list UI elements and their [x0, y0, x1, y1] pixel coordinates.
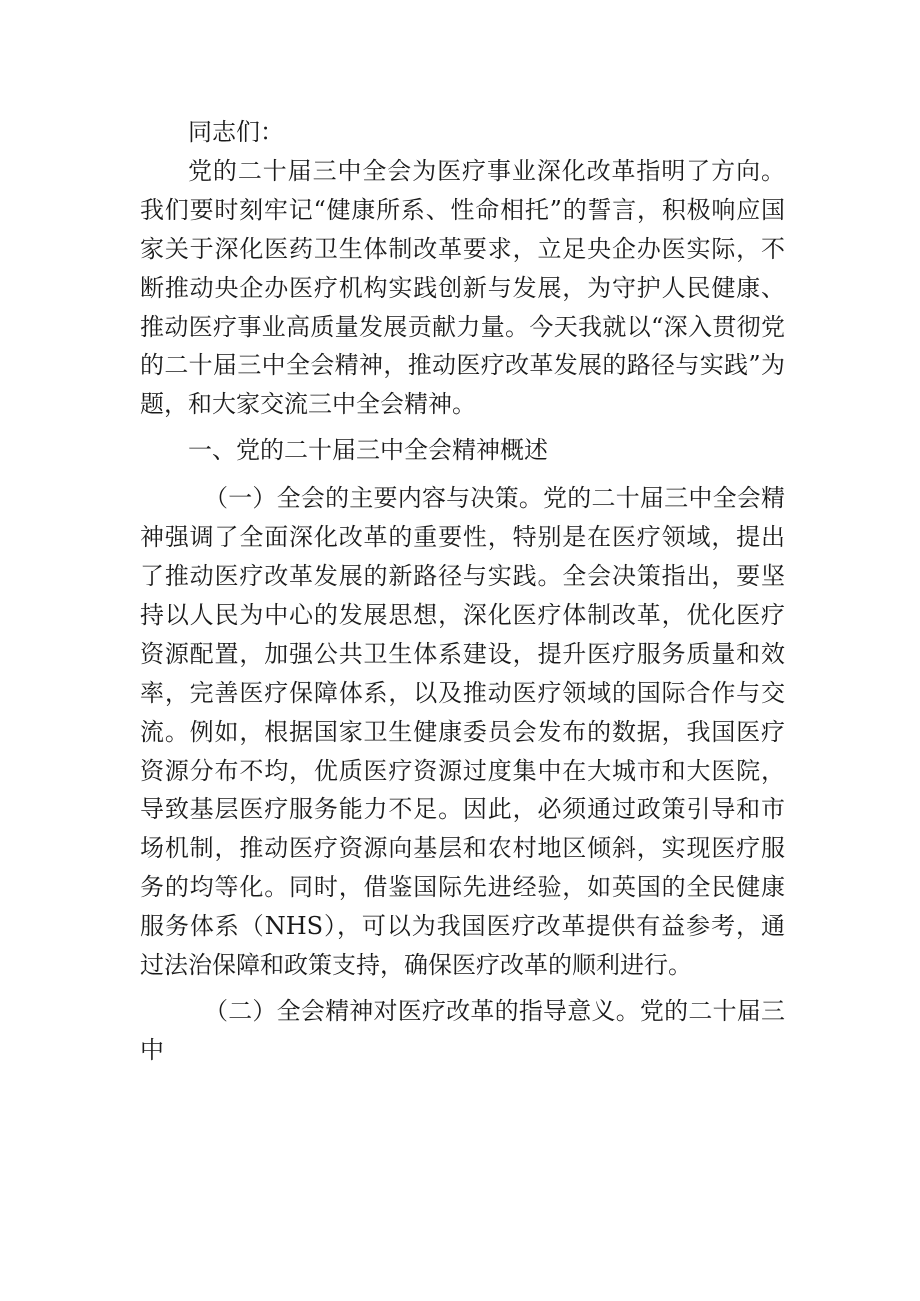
section-heading: 一、党的二十届三中全会精神概述 — [188, 436, 548, 465]
subsection-paragraph: （一）全会的主要内容与决策。党的二十届三中全会精神强调了全面深化改革的重要性，特别是在医疗领域，提出了推动医疗改革发展的新路径与实践。全会决策指出，要坚持以人民为中心的发展思想，深化医疗体制改革，优化医疗资源配置，加强公共卫生体系建设，提升医疗服务质量和效率，完善医疗保障体系，以及推动医疗领域的国际合作与交流。例如，根据国家卫生健康委员会发布的数据，我国医疗资源分布不均，优质医疗资源过度集中在大城市和大医院，导致基层医疗服务能力不足。因此，必须通过政策引导和市场机制，推动医疗资源向基层和农村地区倾斜，实现医疗服务的均等化。同时，借鉴国际先进经验，如英国的全民健康服务体系（NHS），可以为我国医疗改革提供有益参考，通过法治保障和政策支持，确保医疗改革的顺利进行。 — [140, 484, 785, 980]
subsection-paragraph: （二）全会精神对医疗改革的指导意义。党的二十届三中 — [140, 996, 785, 1064]
document-body — [140, 113, 785, 1070]
intro-paragraph: 党的二十届三中全会为医疗事业深化改革指明了方向。我们要时刻牢记“健康所系、性命相托”的誓言，积极响应国家关于深化医药卫生体制改革要求，立足央企办医实际，不断推动央企办医疗机构实践创新与发展，为守护人民健康、推动医疗事业高质量发展贡献力量。今天我就以“深入贯彻党的二十届三中全会精神，推动医疗改革发展的路径与实践”为题，和大家交流三中全会精神。 — [140, 156, 785, 419]
greeting: 同志们： — [188, 118, 284, 146]
